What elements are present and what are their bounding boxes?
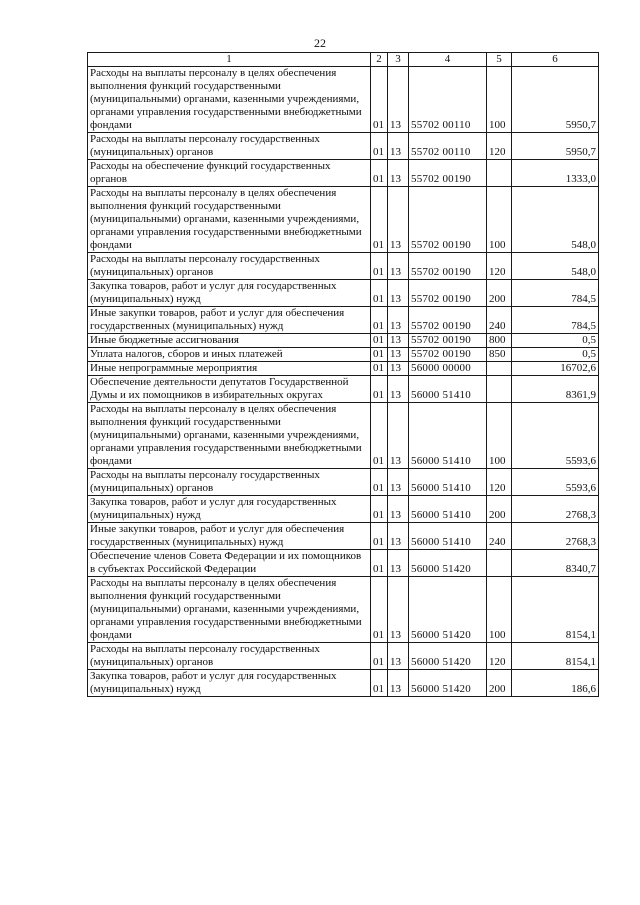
row-subsection-code: 13 [388, 307, 409, 334]
row-amount: 548,0 [512, 253, 599, 280]
row-target-article: 56000 51410 [409, 469, 487, 496]
row-description: Закупка товаров, работ и услуг для государственных (муниципальных) нужд [88, 496, 371, 523]
row-expense-type: 120 [487, 643, 512, 670]
row-subsection-code: 13 [388, 133, 409, 160]
row-expense-type: 240 [487, 307, 512, 334]
row-expense-type [487, 550, 512, 577]
row-description: Расходы на выплаты персоналу государственных (муниципальных) органов [88, 469, 371, 496]
table-row [88, 643, 599, 670]
row-target-article: 56000 00000 [409, 362, 487, 376]
row-description: Иные закупки товаров, работ и услуг для обеспечения государственных (муниципальных) нужд [88, 523, 371, 550]
row-expense-type: 850 [487, 348, 512, 362]
row-description: Иные непрограммные мероприятия [88, 362, 371, 376]
row-description: Обеспечение деятельности депутатов Государственной Думы и их помощников в избирательных округах [88, 376, 371, 403]
row-amount: 0,5 [512, 348, 599, 362]
row-target-article: 55702 00190 [409, 307, 487, 334]
row-subsection-code: 13 [388, 334, 409, 348]
row-expense-type [487, 160, 512, 187]
row-expense-type: 200 [487, 496, 512, 523]
row-subsection-code: 13 [388, 376, 409, 403]
row-section-code: 01 [371, 187, 388, 253]
row-subsection-code: 13 [388, 523, 409, 550]
row-description: Расходы на выплаты персоналу государственных (муниципальных) органов [88, 643, 371, 670]
table-header [88, 53, 599, 67]
row-subsection-code: 13 [388, 187, 409, 253]
row-description: Расходы на обеспечение функций государственных органов [88, 160, 371, 187]
table-row [88, 403, 599, 469]
row-section-code: 01 [371, 469, 388, 496]
row-section-code: 01 [371, 523, 388, 550]
row-description: Иные закупки товаров, работ и услуг для обеспечения государственных (муниципальных) нужд [88, 307, 371, 334]
row-section-code: 01 [371, 160, 388, 187]
row-subsection-code: 13 [388, 577, 409, 643]
header-cell-2: 2 [371, 53, 388, 67]
row-section-code: 01 [371, 253, 388, 280]
table-row [88, 133, 599, 160]
row-section-code: 01 [371, 550, 388, 577]
row-amount: 186,6 [512, 670, 599, 697]
table-row [88, 160, 599, 187]
row-description: Расходы на выплаты персоналу в целях обеспечения выполнения функций государственными (муниципальными) органами, казенными учреждениями, органами управления государственными внебюджетными фондами [88, 577, 371, 643]
row-expense-type [487, 376, 512, 403]
table-row [88, 280, 599, 307]
row-description: Обеспечение членов Совета Федерации и их помощников в субъектах Российской Федерации [88, 550, 371, 577]
row-target-article: 56000 51420 [409, 550, 487, 577]
header-cell-5: 5 [487, 53, 512, 67]
row-expense-type: 120 [487, 133, 512, 160]
row-amount: 2768,3 [512, 496, 599, 523]
row-target-article: 56000 51410 [409, 523, 487, 550]
row-description: Расходы на выплаты персоналу в целях обеспечения выполнения функций государственными (муниципальными) органами, казенными учреждениями, органами управления государственными внебюджетными фондами [88, 403, 371, 469]
row-expense-type: 120 [487, 253, 512, 280]
row-section-code: 01 [371, 496, 388, 523]
table-row [88, 670, 599, 697]
row-amount: 5593,6 [512, 403, 599, 469]
row-target-article: 55702 00190 [409, 253, 487, 280]
header-row [88, 53, 599, 67]
budget-table [87, 52, 599, 697]
row-amount: 5950,7 [512, 67, 599, 133]
row-target-article: 55702 00190 [409, 160, 487, 187]
table-row [88, 334, 599, 348]
row-target-article: 55702 00110 [409, 67, 487, 133]
header-cell-3: 3 [388, 53, 409, 67]
row-expense-type: 100 [487, 403, 512, 469]
row-description: Расходы на выплаты персоналу государственных (муниципальных) органов [88, 253, 371, 280]
row-amount: 784,5 [512, 307, 599, 334]
table-row [88, 362, 599, 376]
row-amount: 8154,1 [512, 643, 599, 670]
row-expense-type: 200 [487, 280, 512, 307]
table-row [88, 523, 599, 550]
row-target-article: 56000 51420 [409, 643, 487, 670]
header-cell-6: 6 [512, 53, 599, 67]
row-subsection-code: 13 [388, 469, 409, 496]
row-amount: 16702,6 [512, 362, 599, 376]
table-row [88, 348, 599, 362]
row-subsection-code: 13 [388, 253, 409, 280]
row-expense-type: 100 [487, 67, 512, 133]
header-cell-1: 1 [88, 53, 371, 67]
row-section-code: 01 [371, 403, 388, 469]
row-description: Расходы на выплаты персоналу в целях обеспечения выполнения функций государственными (муниципальными) органами, казенными учреждениями, органами управления государственными внебюджетными фондами [88, 67, 371, 133]
row-target-article: 56000 51410 [409, 496, 487, 523]
row-expense-type: 100 [487, 187, 512, 253]
row-expense-type: 240 [487, 523, 512, 550]
row-amount: 8154,1 [512, 577, 599, 643]
row-description: Иные бюджетные ассигнования [88, 334, 371, 348]
row-target-article: 55702 00190 [409, 280, 487, 307]
row-amount: 8361,9 [512, 376, 599, 403]
table-row [88, 253, 599, 280]
table-row [88, 376, 599, 403]
page-number: 22 [314, 36, 326, 50]
row-subsection-code: 13 [388, 403, 409, 469]
header-cell-4: 4 [409, 53, 487, 67]
table-row [88, 469, 599, 496]
row-section-code: 01 [371, 348, 388, 362]
row-section-code: 01 [371, 334, 388, 348]
row-section-code: 01 [371, 577, 388, 643]
row-expense-type: 120 [487, 469, 512, 496]
row-amount: 2768,3 [512, 523, 599, 550]
table-row [88, 307, 599, 334]
row-section-code: 01 [371, 376, 388, 403]
table-body [88, 67, 599, 697]
row-amount: 5593,6 [512, 469, 599, 496]
row-amount: 784,5 [512, 280, 599, 307]
row-target-article: 56000 51410 [409, 376, 487, 403]
table-row [88, 187, 599, 253]
row-target-article: 56000 51420 [409, 670, 487, 697]
row-expense-type: 200 [487, 670, 512, 697]
row-description: Расходы на выплаты персоналу в целях обеспечения выполнения функций государственными (муниципальными) органами, казенными учреждениями, органами управления государственными внебюджетными фондами [88, 187, 371, 253]
row-amount: 5950,7 [512, 133, 599, 160]
row-target-article: 56000 51420 [409, 577, 487, 643]
row-target-article: 56000 51410 [409, 403, 487, 469]
row-subsection-code: 13 [388, 496, 409, 523]
row-section-code: 01 [371, 670, 388, 697]
row-amount: 8340,7 [512, 550, 599, 577]
table-row [88, 496, 599, 523]
table-row [88, 550, 599, 577]
row-subsection-code: 13 [388, 643, 409, 670]
row-section-code: 01 [371, 362, 388, 376]
row-expense-type: 800 [487, 334, 512, 348]
row-subsection-code: 13 [388, 362, 409, 376]
row-section-code: 01 [371, 133, 388, 160]
row-subsection-code: 13 [388, 67, 409, 133]
row-subsection-code: 13 [388, 348, 409, 362]
table-row [88, 67, 599, 133]
row-description: Уплата налогов, сборов и иных платежей [88, 348, 371, 362]
table-row [88, 577, 599, 643]
row-section-code: 01 [371, 307, 388, 334]
row-description: Закупка товаров, работ и услуг для государственных (муниципальных) нужд [88, 280, 371, 307]
row-target-article: 55702 00110 [409, 133, 487, 160]
row-subsection-code: 13 [388, 280, 409, 307]
row-section-code: 01 [371, 643, 388, 670]
row-section-code: 01 [371, 67, 388, 133]
row-subsection-code: 13 [388, 670, 409, 697]
row-subsection-code: 13 [388, 550, 409, 577]
row-subsection-code: 13 [388, 160, 409, 187]
row-expense-type [487, 362, 512, 376]
row-amount: 548,0 [512, 187, 599, 253]
row-section-code: 01 [371, 280, 388, 307]
row-target-article: 55702 00190 [409, 187, 487, 253]
row-amount: 0,5 [512, 334, 599, 348]
row-target-article: 55702 00190 [409, 334, 487, 348]
row-expense-type: 100 [487, 577, 512, 643]
row-description: Закупка товаров, работ и услуг для государственных (муниципальных) нужд [88, 670, 371, 697]
row-amount: 1333,0 [512, 160, 599, 187]
row-description: Расходы на выплаты персоналу государственных (муниципальных) органов [88, 133, 371, 160]
row-target-article: 55702 00190 [409, 348, 487, 362]
